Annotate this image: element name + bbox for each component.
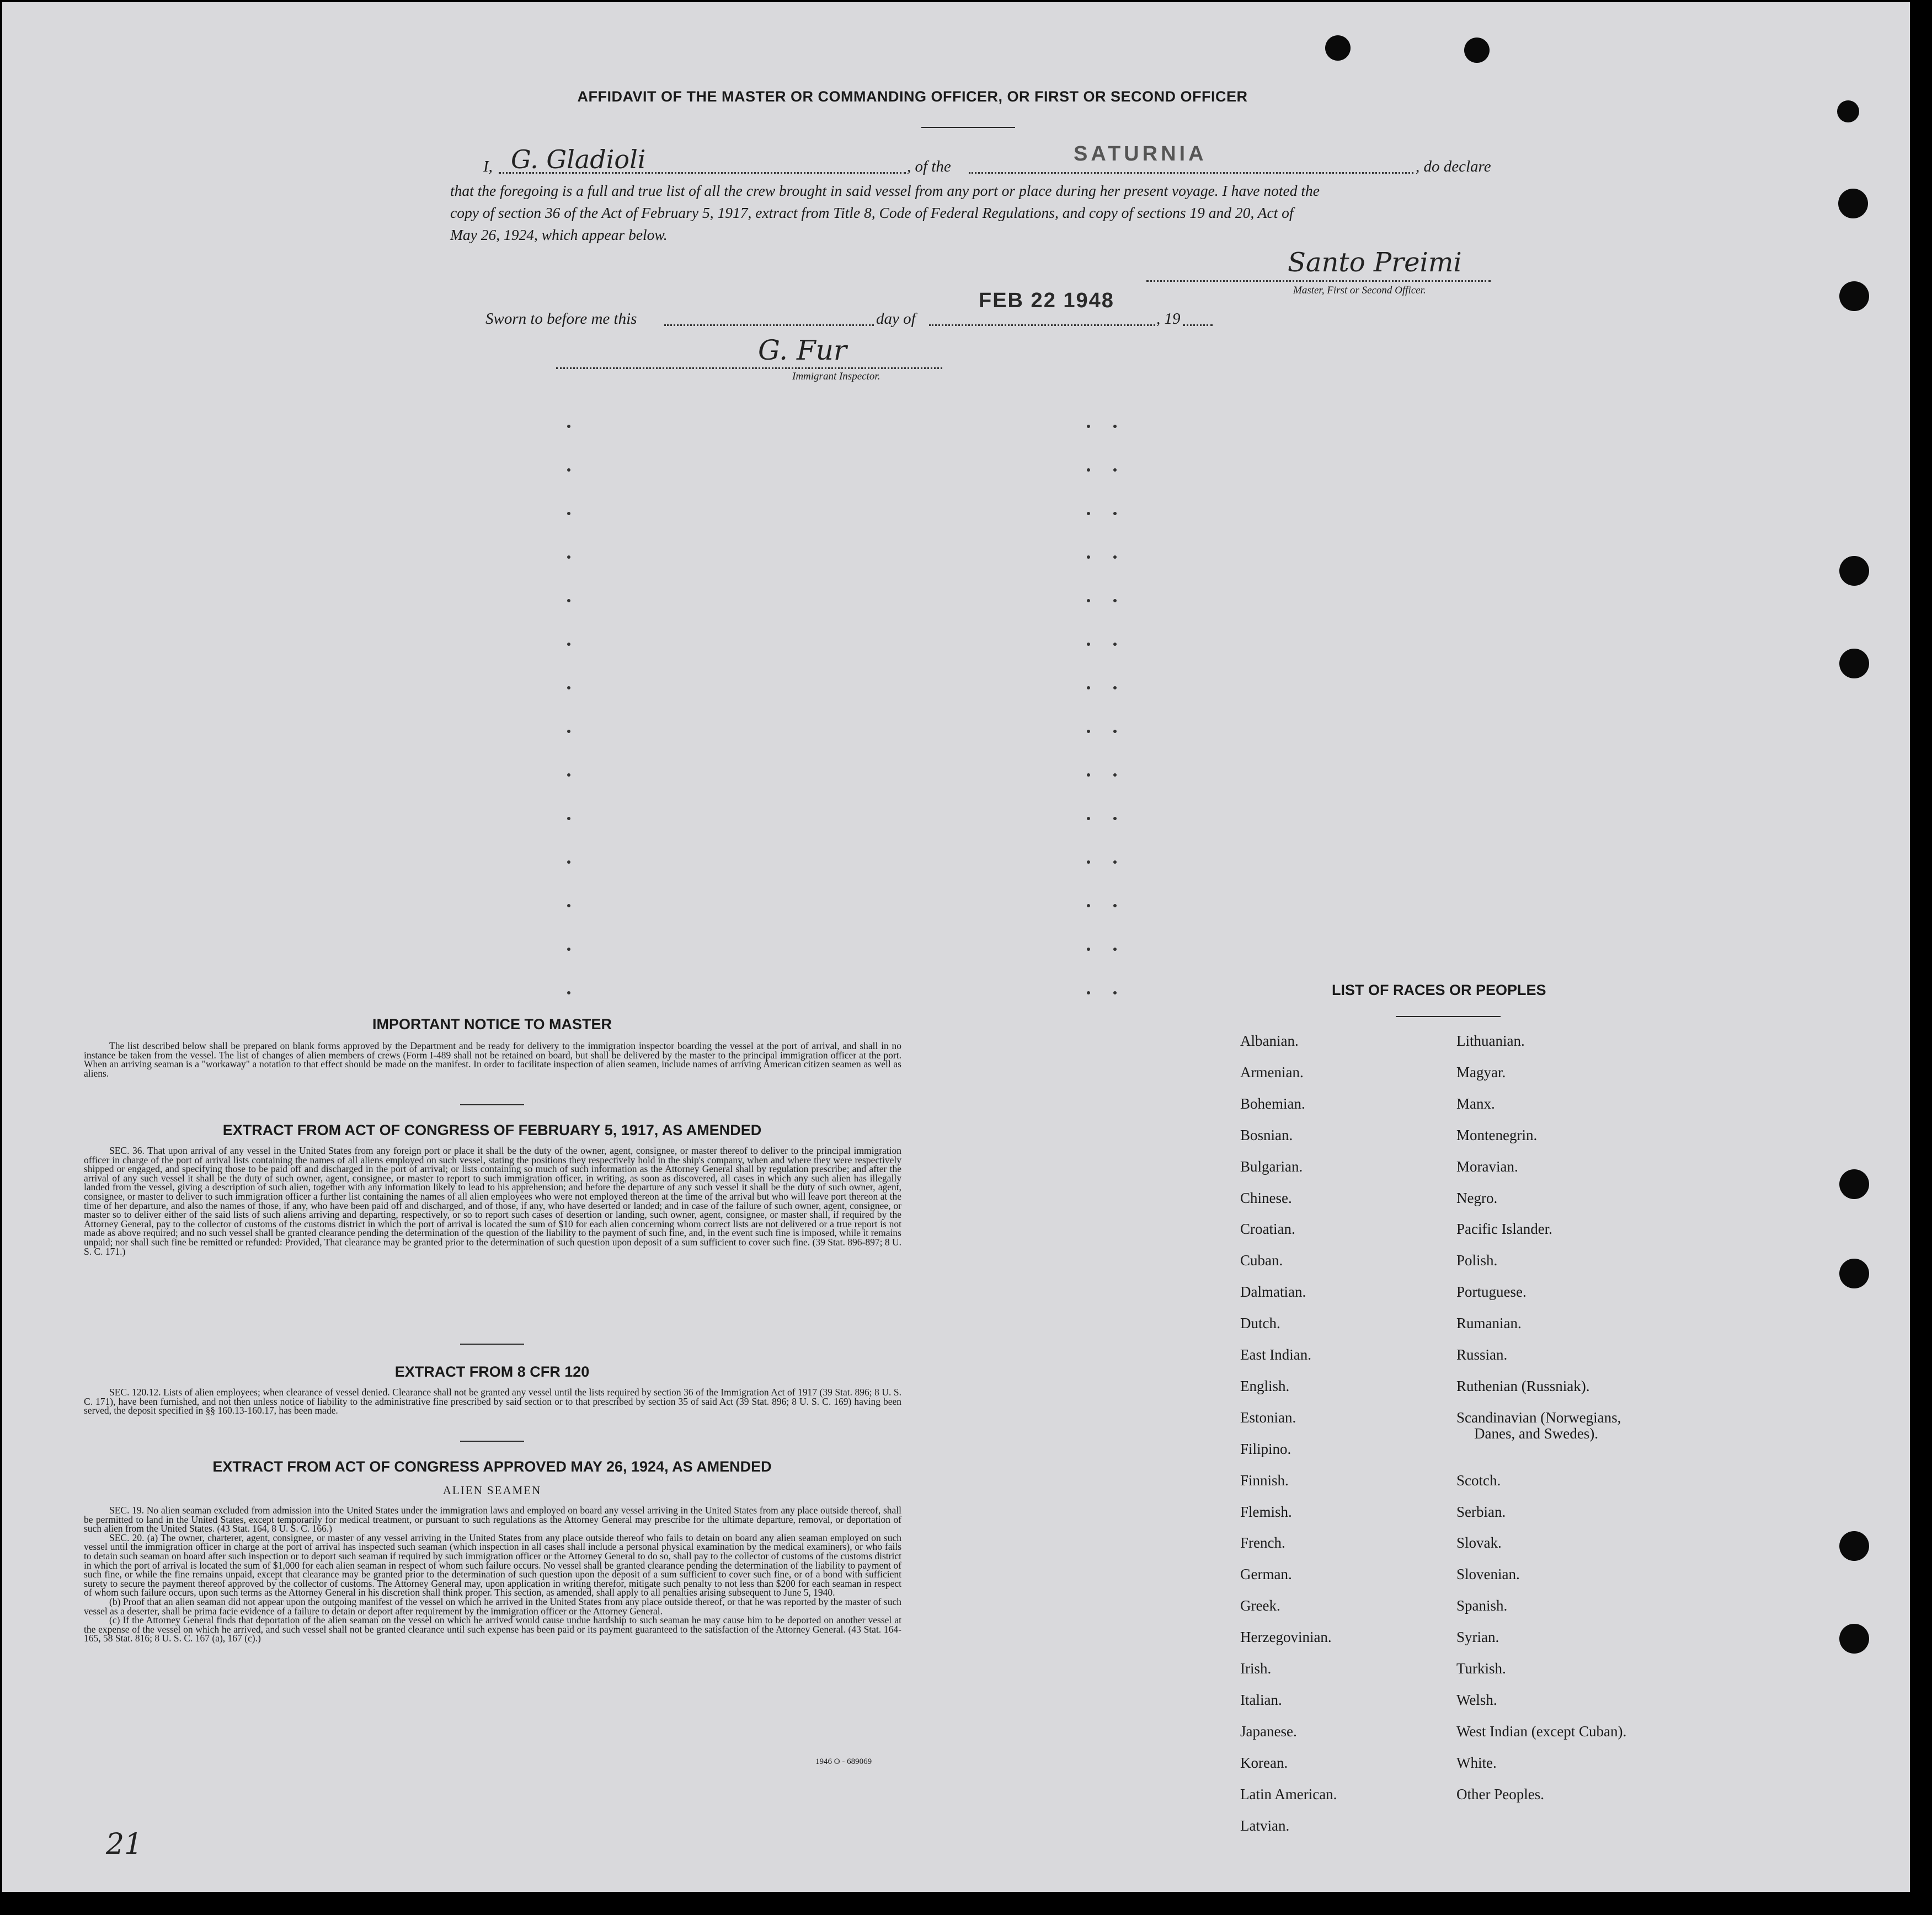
- punch-hole: [1325, 35, 1351, 61]
- race-item: West Indian (except Cuban).: [1456, 1723, 1627, 1740]
- bleed-through-dot: [567, 948, 570, 951]
- bleed-through-dot: [1087, 686, 1090, 689]
- bleed-through-dot: [567, 599, 570, 602]
- bleed-through-dot: [567, 730, 570, 733]
- race-item: Welsh.: [1456, 1691, 1497, 1708]
- bleed-through-dot: [567, 425, 570, 428]
- race-item: Latin American.: [1240, 1785, 1337, 1802]
- bleed-through-dot: [567, 860, 570, 864]
- officer-name: G. Gladioli: [511, 145, 646, 174]
- race-item: Negro.: [1456, 1189, 1498, 1206]
- race-item: Croatian.: [1240, 1221, 1295, 1238]
- race-item: Moravian.: [1456, 1158, 1518, 1175]
- extract-1917-body: [84, 1146, 901, 1256]
- race-item: Chinese.: [1240, 1189, 1292, 1206]
- of-the-label: , of the: [907, 158, 951, 175]
- extract-1924-subtitle: ALIEN SEAMEN: [442, 1484, 542, 1497]
- race-item: White.: [1456, 1754, 1497, 1771]
- affidavit-line-4: May 26, 1924, which appear below.: [450, 226, 668, 243]
- year-label: , 19: [1156, 310, 1181, 328]
- race-item: Scotch.: [1456, 1472, 1501, 1489]
- race-item: Italian.: [1240, 1691, 1282, 1708]
- race-item: Slovak.: [1456, 1534, 1502, 1552]
- section-rule: [460, 1441, 524, 1442]
- extract-1924-body: [84, 1506, 901, 1643]
- race-item: Serbian.: [1456, 1503, 1506, 1520]
- race-item: Bulgarian.: [1240, 1158, 1303, 1175]
- race-item: Dutch.: [1240, 1315, 1280, 1332]
- bleed-through-dot: [567, 991, 570, 994]
- notice-body: [84, 1041, 901, 1078]
- punch-hole: [1839, 1624, 1869, 1654]
- punch-hole: [1839, 281, 1869, 311]
- race-item: Montenegrin.: [1456, 1126, 1538, 1143]
- bleed-through-dot: [1087, 468, 1090, 472]
- race-item: Portuguese.: [1456, 1283, 1527, 1301]
- do-declare-label: , do declare: [1416, 158, 1491, 175]
- print-code: 1946 O - 689069: [815, 1757, 872, 1766]
- corner-mark: 21: [106, 1828, 143, 1861]
- sec-20c-paragraph: (c) If the Attorney General finds that deportation of the alien seaman on the vessel on which he arrived would cause undue hardship to such seaman he may cause him to be deported on another vessel at the expense of the vessel on which he arrived, and such vessel shall not be granted clearance until such expense has been paid or its payment guaranteed to the satisfaction of the Attorney General. (43 Stat. 164-165, 58 Stat. 816; 8 U. S. C. 167 (a), 167 (c).): [84, 1614, 901, 1644]
- inspector-signature: G. Fur: [758, 334, 847, 366]
- officer-name-line: [499, 172, 906, 174]
- bleed-through-dot: [1113, 468, 1117, 472]
- punch-hole: [1839, 1531, 1869, 1561]
- sworn-label: Sworn to before me this: [485, 310, 637, 328]
- notice-title: IMPORTANT NOTICE TO MASTER: [372, 1016, 612, 1033]
- bleed-through-dot: [1087, 991, 1090, 994]
- affidavit-line-2: that the foregoing is a full and true list of all the crew brought in said vessel from any port or place during her present voyage. I have noted the: [450, 182, 1320, 199]
- bleed-through-dot: [1087, 773, 1090, 777]
- bleed-through-dot: [1087, 904, 1090, 907]
- race-item: Flemish.: [1240, 1503, 1292, 1520]
- race-item: Syrian.: [1456, 1629, 1499, 1646]
- race-item: Slovenian.: [1456, 1566, 1520, 1583]
- title-rule: [921, 127, 1015, 128]
- affidavit-title: AFFIDAVIT OF THE MASTER OR COMMANDING OFFICER, OR FIRST OR SECOND OFFICER: [577, 88, 1248, 105]
- race-item: Rumanian.: [1456, 1315, 1522, 1332]
- extract-1917-title: EXTRACT FROM ACT OF CONGRESS OF FEBRUARY 5, 1917, AS AMENDED: [222, 1122, 762, 1138]
- extract-1917-paragraph: SEC. 36. That upon arrival of any vessel in the United States from any foreign port or place it shall be the duty of the owner, agent, consignee, or master thereof to deliver to the principal immigration officer in charge of the port of arrival lists containing the names of all aliens employed on such vessel, stating the positions they respectively hold in the ship's company, when and where they were respectively shipped or engaged, and specifying those to be paid off and discharged in the port of arrival; or lists containing so much of such information as the Attorney General shall by regulation prescribe; and after the arrival of any such vessel it shall be the duty of such owner, agent, consignee, or master to report to such immigration officer, in writing, as soon as discovered, all cases in which any such alien has illegally landed from the vessel, giving a description of such alien, together with any information likely to lead to his apprehension; and before the departure of any such vessel it shall be the duty of such owner, agent, consignee, or master to deliver to such immigration officer a further list containing the names of all alien employees who were not employed thereon at the time of the arrival but who will leave port thereon at the time of her departure, and also the names of those, if any, who have been paid off and discharged, and of those, if any, who have deserted or landed; and in case of the failure of such owner, agent, consignee, or master so to deliver either of the said lists of such aliens arriving and departing, respectively, or so to report such cases of desertion or landing, such owner, agent, consignee, or master shall, if required by the Attorney General, pay to the collector of customs of the customs district in which the port of arrival is located the sum of $10 for each alien concerning whom correct lists are not delivered or a true report is not made as above required; and no such vessel shall be granted clearance pending the determination of the question of the liability to the payment of such fine, and, in the event such fine is imposed, while it remains unpaid; nor shall such fine be remitted or refunded: Provided, That clearance may be granted prior to the determination of such question upon deposit of a sum sufficient to cover such fine. (39 Stat. 896-897; 8 U. S. C. 171.): [84, 1145, 901, 1257]
- bleed-through-dot: [1113, 555, 1117, 559]
- bleed-through-dot: [1113, 730, 1117, 733]
- race-item: Latvian.: [1240, 1817, 1290, 1834]
- race-item: English.: [1240, 1377, 1290, 1394]
- master-signature-line: [1146, 280, 1491, 282]
- bleed-through-dot: [1087, 730, 1090, 733]
- race-item: Dalmatian.: [1240, 1283, 1306, 1301]
- master-caption: Master, First or Second Officer.: [1293, 285, 1426, 296]
- extract-cfr-paragraph: SEC. 120.12. Lists of alien employees; when clearance of vessel denied. Clearance shall not be granted any vessel until the lists required by section 36 of the Immigration Act of 1917 (39 Stat. 896; 8 U. S. C. 171), have been furnished, and not then unless notice of liability to the administrative fine prescribed by said section or to that prescribed by section 35 of said Act (39 Stat. 896; 8 U. S. C. 169) having been served, the deposit specified in §§ 160.13-160.17, has been made.: [84, 1387, 901, 1416]
- race-item: Filipino.: [1240, 1440, 1291, 1457]
- bleed-through-dot: [567, 904, 570, 907]
- bleed-through-dot: [1087, 948, 1090, 951]
- punch-hole: [1839, 1169, 1869, 1199]
- bleed-through-dot: [567, 468, 570, 472]
- race-item: German.: [1240, 1566, 1292, 1583]
- inspector-signature-line: [556, 367, 942, 369]
- race-item: Albanian.: [1240, 1033, 1299, 1049]
- race-item: Greek.: [1240, 1597, 1280, 1614]
- bleed-through-dot: [1087, 817, 1090, 820]
- race-item: Herzegovinian.: [1240, 1629, 1332, 1646]
- bleed-through-dot: [1113, 425, 1117, 428]
- race-item: Magyar.: [1456, 1063, 1506, 1080]
- bleed-through-dot: [567, 512, 570, 515]
- race-item: Russian.: [1456, 1346, 1508, 1363]
- bleed-through-dot: [567, 817, 570, 820]
- race-item: Estonian.: [1240, 1409, 1296, 1426]
- punch-hole: [1839, 556, 1869, 586]
- bleed-through-dot: [1087, 555, 1090, 559]
- punch-hole: [1837, 100, 1859, 122]
- bleed-through-dot: [1087, 643, 1090, 646]
- race-item: East Indian.: [1240, 1346, 1311, 1363]
- extract-cfr-title: EXTRACT FROM 8 CFR 120: [394, 1363, 590, 1380]
- race-item: Ruthenian (Russniak).: [1456, 1377, 1590, 1394]
- inspector-caption: Immigrant Inspector.: [792, 371, 880, 382]
- race-item: Other Peoples.: [1456, 1785, 1544, 1802]
- date-stamp: FEB 22 1948: [979, 289, 1114, 312]
- bleed-through-dot: [1087, 512, 1090, 515]
- bleed-through-dot: [1087, 425, 1090, 428]
- race-item: Pacific Islander.: [1456, 1221, 1552, 1238]
- punch-hole: [1839, 649, 1869, 678]
- bleed-through-dot: [1113, 512, 1117, 515]
- bleed-through-dot: [1113, 773, 1117, 777]
- race-item: Turkish.: [1456, 1660, 1506, 1677]
- bleed-through-dot: [1113, 643, 1117, 646]
- race-item: Korean.: [1240, 1754, 1288, 1771]
- punch-hole: [1839, 1259, 1869, 1288]
- race-item: Polish.: [1456, 1252, 1498, 1269]
- i-label: I,: [483, 158, 493, 175]
- race-item: Japanese.: [1240, 1723, 1297, 1740]
- race-item: Bohemian.: [1240, 1095, 1305, 1112]
- punch-hole: [1838, 189, 1868, 218]
- race-item: French.: [1240, 1534, 1285, 1552]
- section-rule: [460, 1104, 524, 1105]
- bleed-through-dot: [1113, 904, 1117, 907]
- punch-hole: [1464, 38, 1490, 63]
- master-signature: Santo Preimi: [1288, 247, 1462, 278]
- bleed-through-dot: [1113, 599, 1117, 602]
- sworn-month-line: [929, 324, 1155, 326]
- extract-1924-title: EXTRACT FROM ACT OF CONGRESS APPROVED MAY 26, 1924, AS AMENDED: [212, 1458, 772, 1475]
- race-scandinavian-continued: Danes, and Swedes).: [1474, 1425, 1598, 1442]
- race-item: Armenian.: [1240, 1063, 1304, 1080]
- race-item: Manx.: [1456, 1095, 1495, 1112]
- bleed-through-dot: [1113, 686, 1117, 689]
- sworn-day-line: [664, 324, 874, 326]
- bleed-through-dot: [567, 643, 570, 646]
- affidavit-line-3: copy of section 36 of the Act of February 5, 1917, extract from Title 8, Code of Federal Regulations, and copy of sections 19 and 20, Act of: [450, 204, 1294, 221]
- sec-20a-paragraph: SEC. 20. (a) The owner, charterer, agent, consignee, or master of any vessel arriving in the United States from any place outside thereof who fails to detain on board any alien seaman employed on such vessel until the immigration officer in charge at the port of arrival has inspected such seaman (which inspection in all cases shall include a personal physical examination by the medical examiners), or who fails to detain such seaman on board after such inspection or to deport such seaman if required by such immigration officer or the Attorney General to do so, shall pay to the collector of customs of the customs district in which the port of arrival is located the sum of $1,000 for each alien seaman in respect of whom such failure occurs. No vessel shall be granted clearance pending the determination of the liability to payment of such fine, or while the fine remains unpaid, except that clearance may be granted prior to the determination of such question upon the deposit of a sum sufficient to cover such fine, or of a bond with sufficient surety to secure the payment thereof approved by the collector of customs. The Attorney General may, upon application in writing therefor, mitigate such penalty to not less than $200 for each seaman in respect of whom such failure occurs, upon such terms as the Attorney General in his discretion shall think proper. This section, as amended, shall apply to all penalties arising subsequent to June 5, 1940.: [84, 1532, 901, 1598]
- bleed-through-dot: [567, 773, 570, 777]
- race-item: Irish.: [1240, 1660, 1272, 1677]
- document-sheet: [2, 2, 1910, 1892]
- bleed-through-dot: [1113, 991, 1117, 994]
- bleed-through-dot: [1087, 599, 1090, 602]
- sec-20b-paragraph: (b) Proof that an alien seaman did not appear upon the outgoing manifest of the vessel on which he arrived in the United States from any place outside thereof, or that he was reported by the master of such vessel as a deserter, shall be prima facie evidence of a failure to detain or deport after requirement by the immigration officer or the Attorney General.: [84, 1596, 901, 1617]
- race-item: Cuban.: [1240, 1252, 1283, 1269]
- day-of-label: day of: [876, 310, 916, 328]
- bleed-through-dot: [1113, 817, 1117, 820]
- vessel-name-line: [969, 172, 1413, 174]
- race-item: Finnish.: [1240, 1472, 1289, 1489]
- race-item: Scandinavian (Norwegians,: [1456, 1409, 1621, 1426]
- bleed-through-dot: [1087, 860, 1090, 864]
- sworn-year-line: [1183, 324, 1213, 326]
- race-item: Lithuanian.: [1456, 1033, 1525, 1049]
- races-title-rule: [1396, 1016, 1501, 1017]
- race-item: Spanish.: [1456, 1597, 1508, 1614]
- bleed-through-dot: [1113, 948, 1117, 951]
- vessel-name: SATURNIA: [1074, 142, 1207, 165]
- bleed-through-dot: [1113, 860, 1117, 864]
- extract-cfr-body: [84, 1388, 901, 1415]
- races-title: LIST OF RACES OR PEOPLES: [1332, 982, 1546, 998]
- race-item: Bosnian.: [1240, 1126, 1293, 1143]
- section-rule: [460, 1344, 524, 1345]
- bleed-through-dot: [567, 686, 570, 689]
- notice-paragraph: The list described below shall be prepared on blank forms approved by the Department and be ready for delivery to the immigration inspector boarding the vessel at the port of arrival, and shall in no instance be taken from the vessel. The list of changes of alien members of crews (Form I-489 shall not be retained on board, but shall be delivered by the master to the principal immigration officer at the port. When an arriving seaman is a "workaway" a notation to that effect should be made on the manifest. In order to facilitate inspection of alien seamen, include names of arriving American citizen seamen as well as aliens.: [84, 1040, 901, 1079]
- bleed-through-dot: [567, 555, 570, 559]
- sec-19-paragraph: SEC. 19. No alien seaman excluded from admission into the United States under the immigration laws and employed on board any vessel arriving in the United States from any place outside thereof, shall be permitted to land in the United States, except temporarily for medical treatment, or pursuant to such regulations as the Attorney General may prescribe for the ultimate departure, removal, or deportation of such alien from the United States. (43 Stat. 164, 8 U. S. C. 166.): [84, 1505, 901, 1534]
